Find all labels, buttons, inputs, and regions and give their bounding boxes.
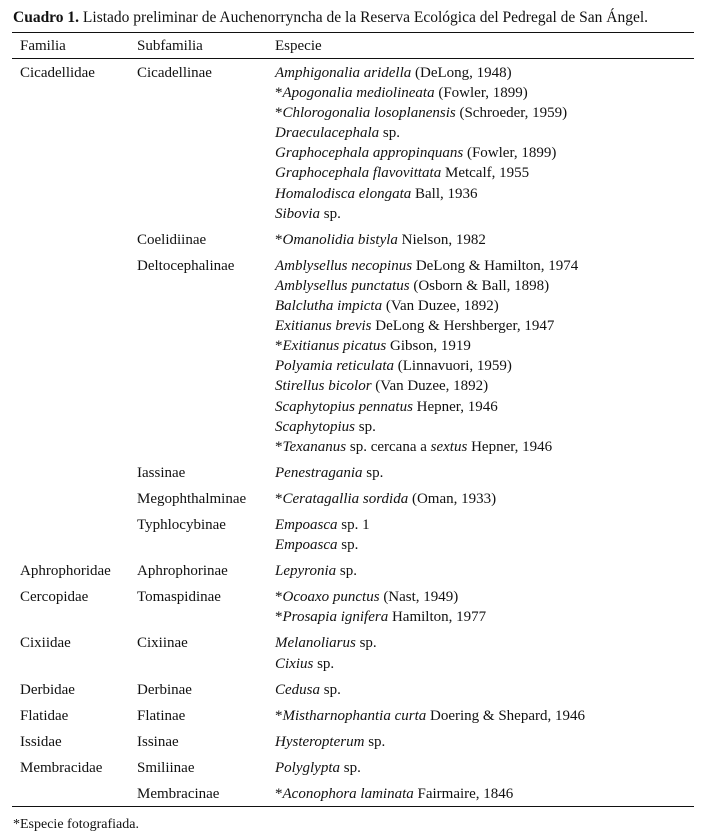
species-entry: [275, 83, 567, 103]
species-entry: [275, 784, 513, 804]
species-name: Cixius: [275, 655, 314, 672]
species-authority: sp.: [362, 464, 384, 481]
caption-label: Cuadro 1.: [13, 9, 80, 26]
species-entry: [275, 256, 578, 276]
especie-cell: [275, 230, 486, 250]
species-entry: [275, 376, 578, 396]
species-name: Amblysellus necopinus: [275, 257, 413, 274]
species-authority: (Schroeder, 1959): [455, 105, 568, 122]
species-photographed-marker: *: [275, 438, 283, 455]
table-row-group: [0, 63, 705, 224]
species-authority: sp.: [336, 563, 357, 580]
especie-cell: [275, 732, 385, 752]
species-name: Amphigonalia aridella: [275, 65, 412, 81]
subfamilia-cell: Deltocephalinae: [137, 257, 235, 274]
familia-cell: Aphrophoridae: [20, 563, 111, 580]
species-authority: sp.: [355, 635, 377, 652]
familia-cell: Flatidae: [20, 707, 69, 724]
familia-cell: Membracidae: [20, 759, 103, 776]
subfamilia-cell: Aphrophorinae: [137, 563, 228, 580]
species-entry: [275, 654, 377, 674]
species-entry: [275, 437, 578, 457]
familia-cell: Issidae: [20, 733, 62, 750]
especie-cell: [275, 784, 513, 804]
especie-cell: [275, 515, 370, 555]
species-name: Empoasca: [275, 537, 338, 554]
species-name: Penestragania: [275, 464, 363, 481]
species-entry: [275, 515, 370, 535]
species-entry: [275, 123, 567, 143]
especie-cell: [275, 561, 357, 581]
species-name: Omanolidia bistyla: [282, 231, 398, 248]
species-photographed-marker: *: [275, 105, 283, 122]
species-authority: Doering & Shepard, 1946: [426, 707, 585, 724]
species-authority: Nielson, 1982: [397, 231, 486, 248]
especie-cell: [275, 489, 496, 509]
species-name: Texananus: [282, 438, 347, 455]
species-name: Melanoliarus: [275, 635, 356, 652]
species-entry: [275, 204, 567, 224]
familia-cell: Cicadellidae: [20, 65, 95, 81]
subfamilia-cell: Flatinae: [137, 707, 186, 724]
species-entry: [275, 732, 385, 752]
species-name: Exitianus picatus: [282, 338, 387, 355]
species-authority: Hepner, 1946: [412, 398, 498, 415]
species-name: Graphocephala flavovittata: [275, 165, 442, 182]
subfamilia-cell: Typhlocybinae: [137, 516, 226, 533]
table-row-group: [0, 758, 705, 778]
species-photographed-marker: *: [275, 589, 283, 606]
species-photographed-marker: *: [275, 85, 283, 102]
header-subfamilia: Subfamilia: [137, 38, 203, 54]
species-authority: sp.: [313, 655, 335, 672]
table-row-group: [0, 463, 705, 483]
species-authority: (Nast, 1949): [379, 589, 459, 606]
species-authority: (DeLong, 1948): [411, 65, 512, 81]
species-authority: sp.: [337, 537, 359, 554]
especie-cell: [275, 63, 567, 224]
species-authority: sp. 1: [337, 516, 370, 533]
species-name: Apogonalia mediolineata: [282, 85, 435, 102]
species-authority: Gibson, 1919: [386, 338, 471, 355]
species-name: Chlorogonalia losoplanensis: [282, 105, 456, 122]
species-entry: [275, 296, 578, 316]
species-authority: (Fowler, 1899): [463, 145, 557, 162]
species-name: Empoasca: [275, 516, 338, 533]
species-authority: sp.: [320, 681, 341, 698]
especie-cell: [275, 587, 486, 627]
table-row-group: [0, 256, 705, 457]
species-authority: (Fowler, 1899): [434, 85, 528, 102]
table-body: [0, 63, 705, 810]
especie-cell: [275, 633, 377, 673]
species-name: Lepyronia: [275, 563, 337, 580]
species-authority: sp.: [355, 418, 376, 435]
species-name: Homalodisca elongata: [275, 185, 412, 202]
species-entry: [275, 535, 370, 555]
species-entry: [275, 63, 567, 83]
species-name: Scaphytopius: [275, 418, 355, 435]
especie-cell: [275, 758, 361, 778]
species-name: Ceratagallia sordida: [282, 490, 409, 507]
species-name: Mistharnophantia curta: [282, 707, 427, 724]
species-authority: (Van Duzee, 1892): [371, 378, 489, 395]
species-authority: (Van Duzee, 1892): [382, 298, 499, 315]
species-entry: [275, 336, 578, 356]
species-entry: [275, 184, 567, 204]
species-authority: sp.: [379, 125, 400, 142]
species-authority: Metcalf, 1955: [441, 165, 530, 182]
species-entry: [275, 607, 486, 627]
species-entry: [275, 587, 486, 607]
species-entry: [275, 276, 578, 296]
species-entry: [275, 758, 361, 778]
species-name: Graphocephala appropinquans: [275, 145, 464, 162]
species-name: Prosapia ignifera: [282, 609, 389, 626]
footnote: *Especie fotografiada.: [13, 817, 139, 832]
table-row-group: [0, 706, 705, 726]
species-entry: [275, 143, 567, 163]
species-authority: sp.: [320, 205, 341, 222]
species-name: Exitianus brevis: [275, 318, 372, 335]
species-authority: sp.: [339, 759, 361, 776]
caption-text: Listado preliminar de Auchenorryncha de la Reserva Ecológica del Pedregal de San Ángel.: [79, 9, 649, 26]
header-rule: [12, 58, 694, 59]
table-row-group: [0, 230, 705, 250]
species-photographed-marker: *: [275, 707, 283, 724]
species-authority: sp.: [364, 733, 386, 750]
species-name: Scaphytopius pennatus: [275, 398, 413, 415]
species-photographed-marker: *: [275, 231, 283, 248]
species-name: Polyglypta: [275, 759, 340, 776]
especie-cell: [275, 680, 341, 700]
familia-cell: Cercopidae: [20, 589, 89, 606]
subfamilia-cell: Issinae: [137, 733, 179, 750]
header-especie: Especie: [275, 38, 322, 54]
subfamilia-cell: Cicadellinae: [137, 65, 212, 81]
table-row-group: [0, 732, 705, 752]
species-authority: (Osborn & Ball, 1898): [409, 277, 550, 294]
subfamilia-cell: Coelidiinae: [137, 231, 207, 248]
species-name: Ocoaxo punctus: [282, 589, 380, 606]
subfamilia-cell: Derbinae: [137, 681, 192, 698]
bottom-rule: [12, 806, 694, 807]
species-photographed-marker: *: [275, 490, 283, 507]
species-photographed-marker: *: [275, 786, 283, 802]
species-authority-secondary: Hepner, 1946: [467, 438, 553, 455]
species-name: Stirellus bicolor: [275, 378, 372, 395]
species-authority: (Linnavuori, 1959): [394, 358, 512, 375]
subfamilia-cell: Tomaspidinae: [137, 589, 221, 606]
species-entry: [275, 706, 585, 726]
table-row-group: [0, 784, 705, 804]
species-entry: [275, 103, 567, 123]
table-row-group: [0, 515, 705, 555]
species-name: Balclutha impicta: [275, 298, 383, 315]
species-entry: [275, 489, 496, 509]
especie-cell: [275, 256, 578, 457]
species-entry: [275, 633, 377, 653]
species-authority: DeLong & Hershberger, 1947: [371, 318, 555, 335]
table-row-group: [0, 489, 705, 509]
species-authority: Ball, 1936: [411, 185, 478, 202]
familia-cell: Derbidae: [20, 681, 75, 698]
species-entry: [275, 417, 578, 437]
familia-cell: Cixiidae: [20, 635, 71, 652]
table-row-group: [0, 633, 705, 673]
species-photographed-marker: *: [275, 338, 283, 355]
species-entry: [275, 463, 383, 483]
species-name: Sibovia: [275, 205, 320, 222]
header-familia: Familia: [20, 38, 66, 54]
table-caption: [13, 9, 703, 27]
subfamilia-cell: Smiliinae: [137, 759, 195, 776]
subfamilia-cell: Cixiinae: [137, 635, 188, 652]
especie-cell: [275, 463, 383, 483]
species-name-secondary: sextus: [430, 438, 468, 455]
species-entry: [275, 230, 486, 250]
species-entry: [275, 356, 578, 376]
species-authority: Fairmaire, 1846: [413, 786, 514, 802]
species-photographed-marker: *: [275, 609, 283, 626]
species-entry: [275, 561, 357, 581]
species-authority: Hamilton, 1977: [388, 609, 487, 626]
top-rule: [12, 32, 694, 33]
subfamilia-cell: Iassinae: [137, 464, 186, 481]
species-name: Aconophora laminata: [282, 786, 414, 802]
species-name: Hysteropterum: [275, 733, 365, 750]
species-name: Cedusa: [275, 681, 320, 698]
species-authority: (Oman, 1933): [408, 490, 497, 507]
table-row-group: [0, 561, 705, 581]
species-entry: [275, 163, 567, 183]
species-authority: sp. cercana a: [346, 438, 431, 455]
subfamilia-cell: Membracinae: [137, 786, 220, 802]
species-entry: [275, 680, 341, 700]
species-name: Polyamia reticulata: [275, 358, 395, 375]
species-authority: DeLong & Hamilton, 1974: [412, 257, 579, 274]
especie-cell: [275, 706, 585, 726]
table-row-group: [0, 587, 705, 627]
species-name: Amblysellus punctatus: [275, 277, 410, 294]
species-name: Draeculacephala: [275, 125, 380, 142]
species-entry: [275, 397, 578, 417]
table-row-group: [0, 680, 705, 700]
subfamilia-cell: Megophthalminae: [137, 490, 247, 507]
species-entry: [275, 316, 578, 336]
